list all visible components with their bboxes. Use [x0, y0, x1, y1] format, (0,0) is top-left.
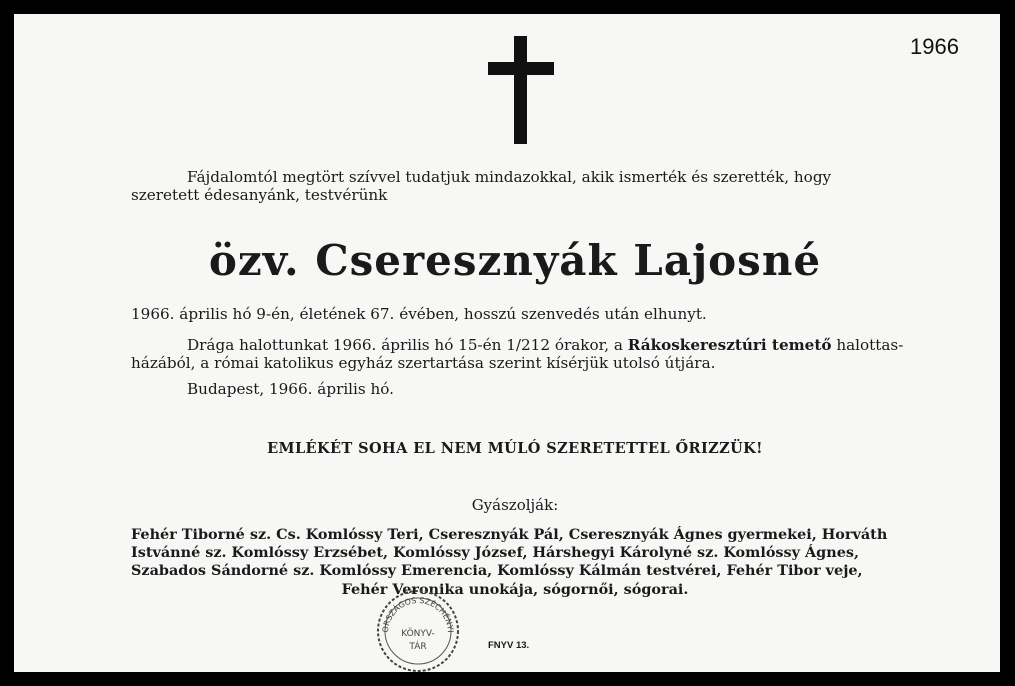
mourners-line-3: Szabados Sándorné sz. Komlóssy Emerencia, Komlóssy Kálmán testvérei, Fehér Tibor veje, — [131, 562, 863, 579]
intro-line-2: szeretett édesanyánk, testvérünk — [131, 186, 388, 204]
mourners-line-4: Fehér Veronika unokája, sógornői, sógorai. — [341, 581, 689, 598]
cemetery-name: Rákoskeresztúri temető — [627, 336, 832, 354]
funeral-line-2: házából, a római katolikus egyház szertartása szerint kísérjük utolsó útjára. — [131, 354, 716, 372]
funeral-line-1 — [187, 336, 903, 354]
obituary-card — [14, 14, 1000, 672]
mourners-line-2: Istvánné sz. Komlóssy Erzsébet, Komlóssy József, Hárshegyi Károlyné sz. Komlóssy Ágnes, — [131, 544, 859, 561]
stamp-bottom-text: TÁR — [409, 642, 427, 652]
mourners-line-1: Fehér Tiborné sz. Cs. Komlóssy Teri, Cseresznyák Pál, Cseresznyák Ágnes gyermekei, Horváth — [131, 526, 888, 543]
mourners-title: Gyászolják: — [471, 496, 559, 514]
funeral-date-text: Drága halottunkat 1966. április hó 15-én — [187, 336, 507, 354]
deceased-name: özv. Cseresznyák Lajosné — [208, 236, 822, 285]
stamp-mid-text: KÖNYV- — [401, 629, 435, 639]
library-stamp — [374, 587, 462, 675]
stamp-top-text: ORSZÁGOS SZÉCHÉNYI — [380, 595, 456, 633]
intro-line-1: Fájdalomtól megtört szívvel tudatjuk mindazokkal, akik ismerték és szerették, hogy — [187, 168, 832, 186]
print-code: FNYV 13. — [488, 640, 530, 651]
funeral-mid-text: órakor, a — [550, 336, 628, 354]
funeral-after-text: halottas- — [831, 336, 904, 354]
motto: EMLÉKÉT SOHA EL NEM MÚLÓ SZERETETTEL ŐRIZZÜK! — [267, 440, 763, 457]
year-label: 1966 — [910, 34, 959, 59]
death-notice-line: 1966. április hó 9-én, életének 67. évében, hosszú szenvedés után elhunyt. — [131, 305, 707, 323]
place-date: Budapest, 1966. április hó. — [187, 380, 395, 398]
cross-icon — [488, 36, 554, 144]
funeral-time: 1/212 — [506, 336, 551, 354]
